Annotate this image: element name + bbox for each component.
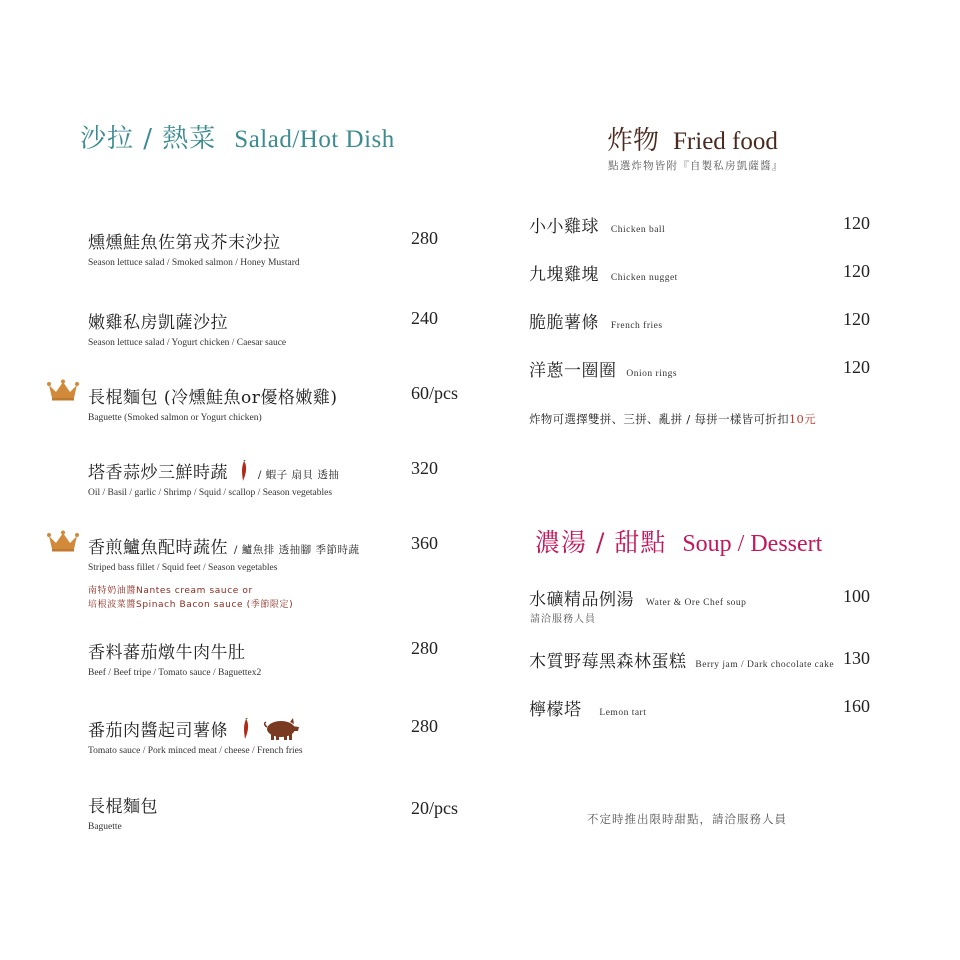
menu-item-en: Chicken ball	[610, 225, 666, 235]
menu-item-row	[529, 308, 663, 333]
menu-item-price: 240	[411, 308, 438, 328]
menu-item-desc: Season lettuce salad / Yogurt chicken / Caesar sauce	[88, 338, 287, 348]
section-title-soup-zh: 濃湯 / 甜點	[535, 528, 667, 557]
dessert-footer-note: 不定時推出限時甜點，請洽服務人員	[587, 812, 787, 826]
section-title-fried-en: Fried food	[673, 128, 778, 155]
menu-item-price: 120	[843, 261, 870, 281]
menu-item-row	[529, 212, 665, 237]
menu-item-row	[529, 647, 834, 672]
menu-item-name: 水礦精品例湯	[529, 590, 634, 610]
section-title-salad	[80, 118, 395, 155]
menu-item-price: 130	[843, 648, 870, 668]
menu-item-en: Berry jam / Dark chocolate cake	[695, 660, 835, 670]
menu-item-en: French fries	[610, 321, 663, 331]
menu-item-sauce-note: 培根波菜醬Spinach Bacon sauce (季節限定)	[88, 600, 294, 610]
menu-item-row	[529, 585, 746, 610]
menu-item-name: 番茄肉醬起司薯條	[88, 721, 228, 741]
menu-item-desc: Baguette (Smoked salmon or Yogurt chicken)	[88, 413, 262, 423]
menu-item-en: Chicken nugget	[610, 273, 678, 283]
menu-item-price: 320	[411, 458, 438, 478]
pig-icon	[262, 717, 300, 746]
menu-item-sub: 請洽服務人員	[530, 614, 596, 625]
menu-item-name: 洋蔥一圈圈	[529, 361, 617, 381]
combo-note-text: 炸物可選擇雙拼、三拼、亂拼 / 每拼一樣皆可折扣	[529, 412, 789, 426]
combo-discount: 10元	[788, 412, 816, 426]
menu-item-price: 60/pcs	[411, 383, 458, 403]
section-title-salad-en: Salad/Hot Dish	[234, 126, 395, 153]
menu-item-desc: Tomato sauce / Pork minced meat / cheese / French fries	[88, 746, 303, 756]
section-title-soup	[535, 523, 822, 559]
menu-item-name: 長棍麵包 (冷燻鮭魚or優格嫩雞)	[88, 388, 338, 408]
menu-item-desc: Baguette	[88, 822, 122, 832]
menu-item-name: 木質野莓黑森林蛋糕	[529, 652, 687, 672]
menu-item-en: Lemon tart	[599, 708, 647, 718]
menu-item-row	[88, 458, 339, 487]
menu-item-desc: Oil / Basil / garlic / Shrimp / Squid / scallop / Season vegetables	[88, 488, 333, 498]
menu-item-row	[529, 356, 677, 381]
section-title-salad-zh: 沙拉 / 熱菜	[80, 124, 217, 154]
crown-icon	[47, 530, 79, 556]
menu-item-price: 280	[411, 228, 438, 248]
chili-icon	[240, 718, 252, 745]
menu-item-name: 脆脆薯條	[529, 313, 599, 333]
section-title-fried-zh: 炸物	[607, 126, 660, 156]
menu-item-desc: Beef / Beef tripe / Tomato sauce / Baguettex2	[88, 668, 262, 678]
menu-item-name: 香料蕃茄燉牛肉牛肚	[88, 643, 246, 663]
menu-item-price: 280	[411, 716, 438, 736]
menu-item-price: 280	[411, 638, 438, 658]
menu-item-price: 20/pcs	[411, 798, 458, 818]
menu-item-price: 100	[843, 586, 870, 606]
menu-item-row	[529, 260, 678, 285]
menu-item-price: 120	[843, 309, 870, 329]
section-title-soup-en: Soup / Dessert	[682, 531, 823, 557]
menu-item-sauce-note: 南特奶油醬Nantes cream sauce or	[88, 586, 253, 596]
menu-item-name: 燻燻鮭魚佐第戎芥末沙拉	[88, 233, 281, 253]
section-title-fried	[607, 120, 778, 157]
menu-item-desc: Season lettuce salad / Smoked salmon / Honey Mustard	[88, 258, 300, 268]
menu-item-extra: / 鱸魚排 透抽腳 季節時蔬	[233, 544, 360, 556]
menu-item-name: 嫩雞私房凱薩沙拉	[88, 313, 228, 333]
menu-item-name: 檸檬塔	[529, 700, 582, 720]
menu-item-extra: / 蝦子 扇貝 透抽	[257, 469, 340, 481]
menu-item-price: 120	[843, 213, 870, 233]
menu-item-desc: Striped bass fillet / Squid feet / Season vegetables	[88, 563, 278, 573]
menu-item-name: 小小雞球	[529, 217, 599, 237]
combo-note	[529, 411, 816, 427]
menu-item-price: 160	[843, 696, 870, 716]
crown-icon	[47, 379, 79, 405]
menu-item-en: Onion rings	[626, 369, 678, 379]
menu-item-row	[88, 533, 359, 558]
menu-item-name: 長棍麵包	[88, 797, 158, 817]
menu-item-price: 120	[843, 357, 870, 377]
menu-item-name: 九塊雞塊	[529, 265, 599, 285]
menu-item-name: 香煎鱸魚配時蔬佐	[88, 538, 228, 558]
section-subtitle-fried: 點選炸物皆附『自製私房凱薩醬』	[608, 160, 784, 172]
menu-item-price: 360	[411, 533, 438, 553]
menu-item-row	[88, 716, 300, 746]
menu-item-row	[529, 695, 646, 720]
chili-icon	[238, 460, 250, 487]
menu-item-en: Water & Ore Chef soup	[645, 598, 747, 608]
menu-item-name: 塔香蒜炒三鮮時蔬	[88, 463, 228, 483]
